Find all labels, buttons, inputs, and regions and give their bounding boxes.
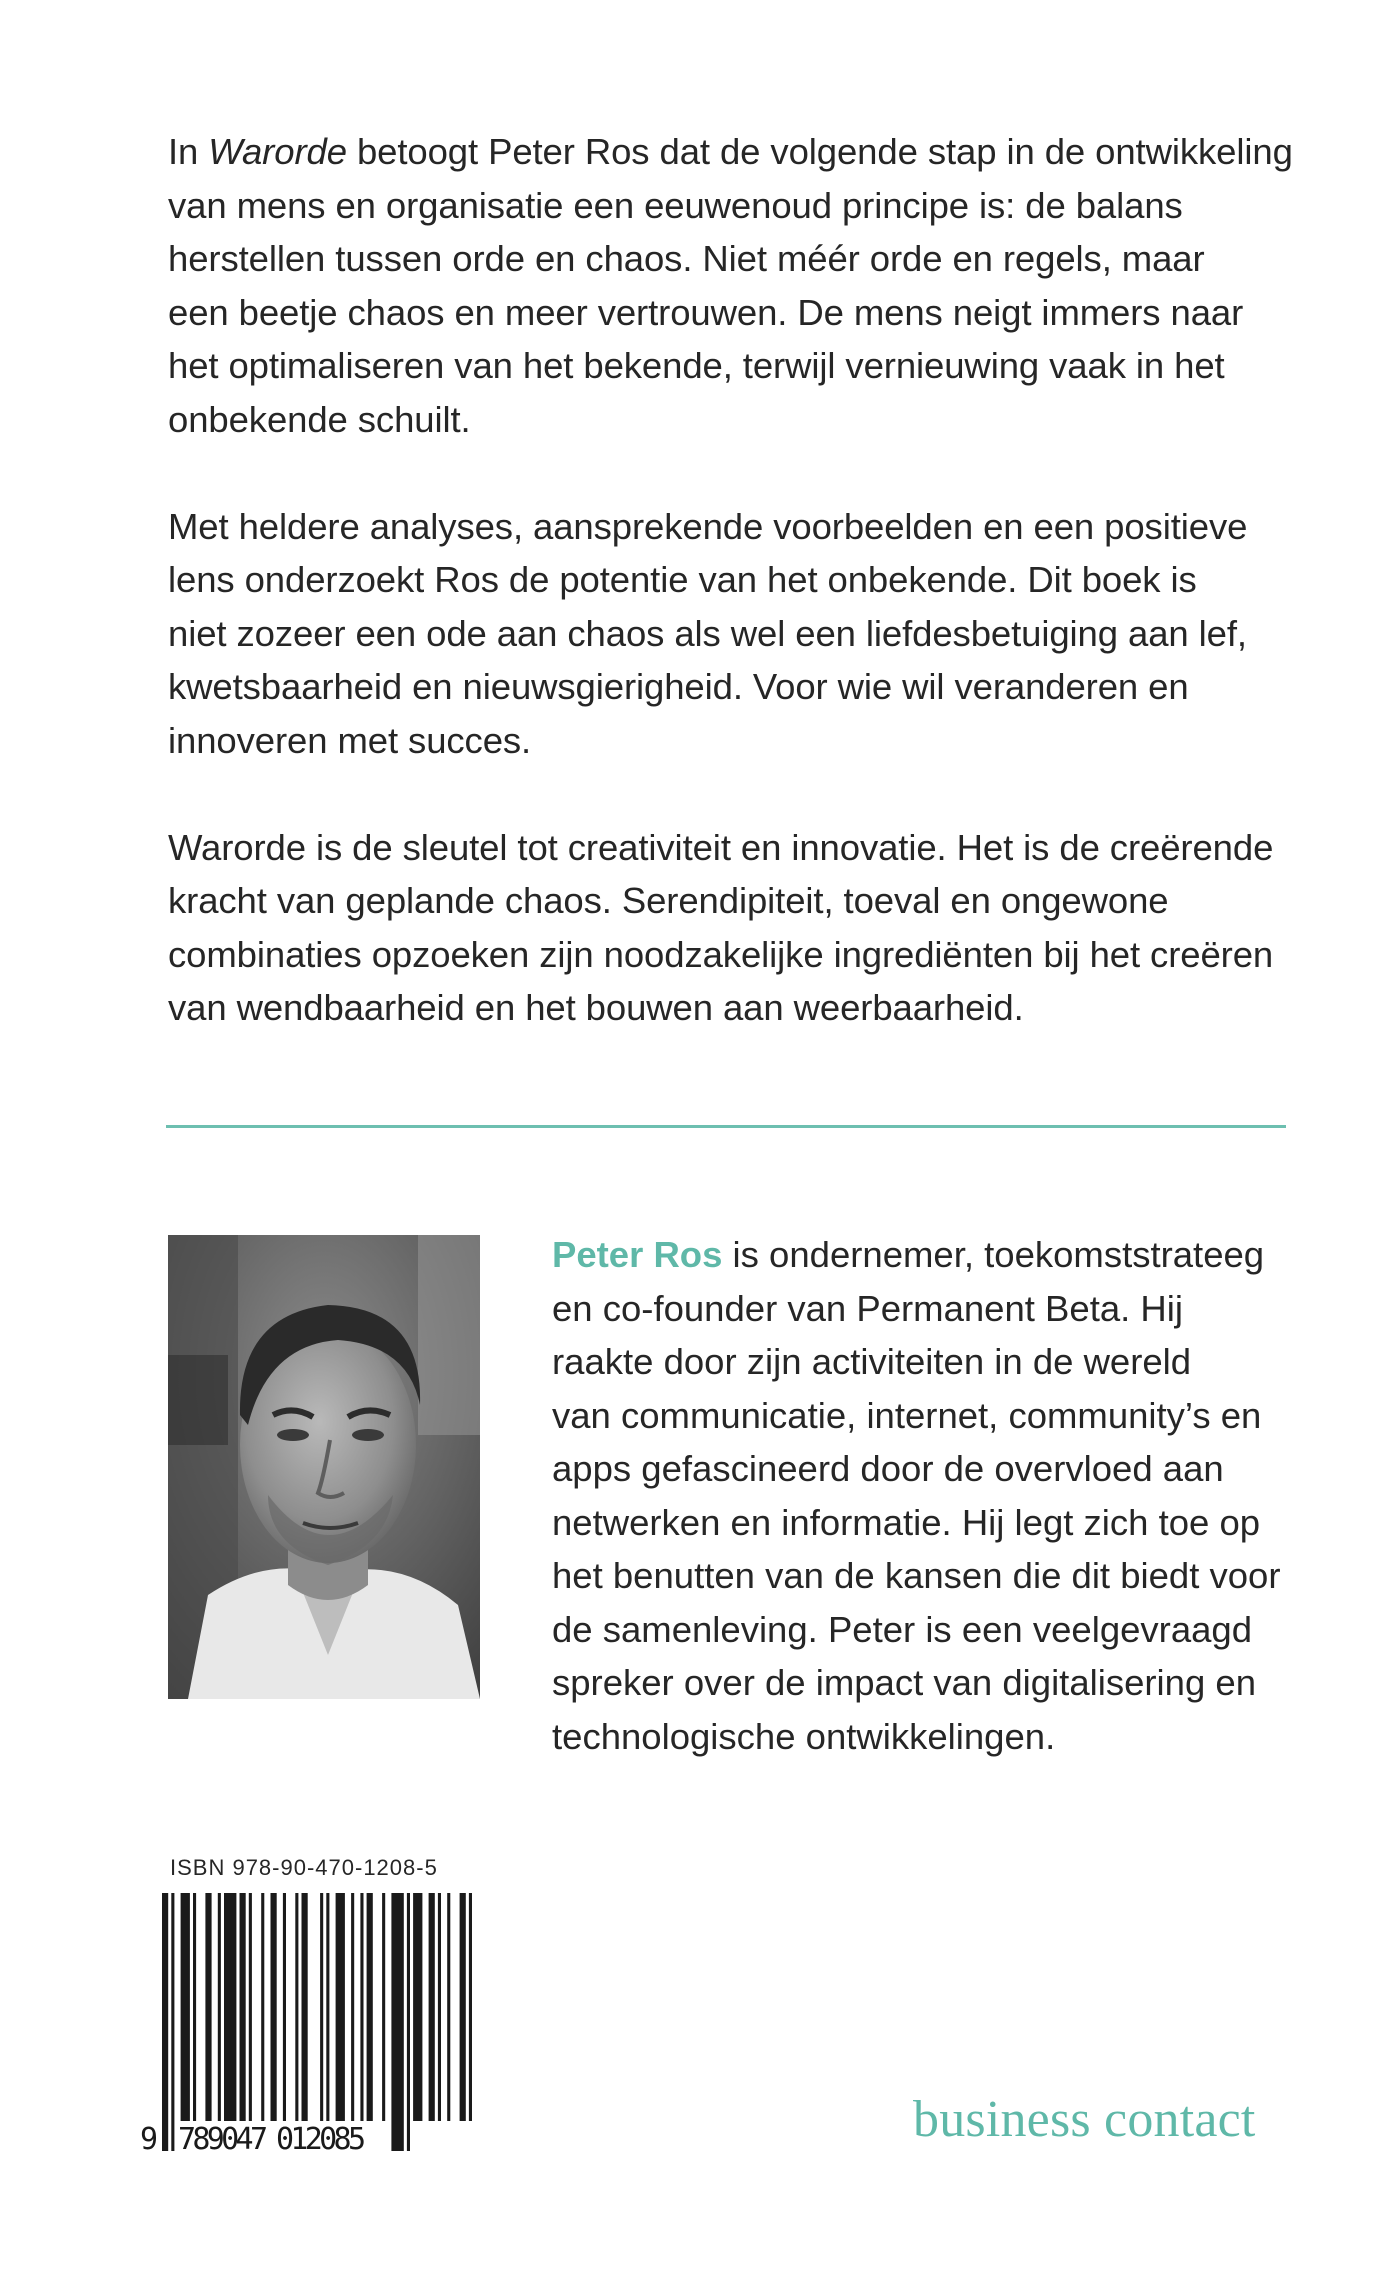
- barcode-bar: [407, 1893, 410, 2151]
- barcode-bar: [429, 1893, 435, 2121]
- barcode-bar: [336, 1893, 345, 2121]
- barcode-bar: [382, 1893, 385, 2121]
- blurb-line: combinaties opzoeken zijn noodzakelijke ingrediënten bij het creëren: [168, 933, 1274, 975]
- barcode-bar: [460, 1893, 466, 2121]
- barcode-bar: [218, 1893, 221, 2121]
- blurb-line: [168, 125, 1298, 179]
- bio-line: het benutten van de kansen die dit biedt voor: [552, 1555, 1281, 1596]
- blurb-line: lens onderzoekt Ros de potentie van het onbekende. Dit boek is: [168, 559, 1197, 600]
- bio-line: technologische ontwikkelingen.: [552, 1715, 1056, 1757]
- isbn-label: ISBN 978-90-470-1208-5: [170, 1855, 438, 1880]
- bio-line: raakte door zijn activiteiten in de wereld: [552, 1341, 1192, 1382]
- barcode-digits-left: 789047: [178, 2122, 268, 2151]
- barcode-bar: [249, 1893, 252, 2121]
- barcode-bar: [391, 1893, 403, 2151]
- blurb-paragraph-1: [168, 125, 1298, 446]
- blurb-line: van wendbaarheid en het bouwen aan weerbaarheid.: [168, 987, 1024, 1028]
- barcode-bar: [271, 1893, 277, 2121]
- barcode-bar: [171, 1893, 174, 2151]
- author-photo: [168, 1235, 480, 1699]
- blurb-line: onbekende schuilt.: [168, 398, 471, 440]
- barcode-bar: [181, 1893, 190, 2151]
- blurb-line: Met heldere analyses, aansprekende voorbeelden en een positieve: [168, 505, 1248, 547]
- barcode-bar: [283, 1893, 286, 2121]
- barcode-bar: [413, 1893, 422, 2121]
- barcode-bar: [447, 1893, 450, 2121]
- blurb-paragraph-3: [168, 821, 1298, 1035]
- barcode-bar: [261, 1893, 264, 2121]
- bio-line: spreker over de impact van digitalisering en: [552, 1662, 1256, 1703]
- author-bio: [552, 1228, 1312, 1763]
- barcode-bar: [205, 1893, 211, 2121]
- blurb-text: [168, 125, 1298, 1035]
- blurb-line: innoveren met succes.: [168, 719, 532, 761]
- barcode-bar: [469, 1893, 472, 2121]
- blurb-text-span: betoogt Peter Ros dat de volgende stap in de ontwikkeling: [346, 131, 1293, 172]
- section-divider: [166, 1125, 1286, 1128]
- barcode-bar: [295, 1893, 298, 2121]
- blurb-line: kracht van geplande chaos. Serendipiteit, toeval en ongewone: [168, 880, 1169, 921]
- bio-line: van communicatie, internet, community’s en: [552, 1394, 1262, 1436]
- barcode-bar: [351, 1893, 354, 2121]
- blurb-line: niet zozeer een ode aan chaos als wel een liefdesbetuiging aan lef,: [168, 612, 1247, 654]
- author-portrait-image: [168, 1235, 480, 1699]
- blurb-paragraph-2: [168, 500, 1298, 768]
- book-title-italic: Warorde: [208, 131, 347, 172]
- bio-line: en co-founder van Permanent Beta. Hij: [552, 1287, 1183, 1329]
- barcode-bar: [438, 1893, 441, 2121]
- bio-line: [552, 1228, 1312, 1282]
- blurb-line: van mens en organisatie een eeuwenoud principe is: de balans: [168, 184, 1183, 226]
- barcode-digits-right: 012085: [276, 2122, 366, 2151]
- blurb-text-span: In: [168, 131, 209, 172]
- bio-text-span: is ondernemer, toekomststrateeg: [722, 1234, 1265, 1275]
- barcode-bar: [360, 1893, 363, 2121]
- barcode-bar: [320, 1893, 323, 2121]
- bio-line: netwerken en informatie. Hij legt zich toe op: [552, 1501, 1261, 1543]
- barcode-bar: [193, 1893, 196, 2121]
- bio-line: de samenleving. Peter is een veelgevraagd: [552, 1608, 1253, 1650]
- barcode-bar: [224, 1893, 236, 2121]
- barcode-bar: [302, 1893, 308, 2121]
- blurb-line: herstellen tussen orde en chaos. Niet méér orde en regels, maar: [168, 238, 1205, 279]
- barcode: [140, 1893, 485, 2151]
- bio-line: apps gefascineerd door de overvloed aan: [552, 1448, 1224, 1489]
- barcode-bar: [240, 1893, 246, 2121]
- blurb-line: kwetsbaarheid en nieuwsgierigheid. Voor wie wil veranderen en: [168, 666, 1189, 707]
- blurb-line: een beetje chaos en meer vertrouwen. De mens neigt immers naar: [168, 291, 1244, 333]
- barcode-digit-first: 9: [140, 2122, 159, 2151]
- author-name: Peter Ros: [552, 1234, 723, 1275]
- barcode-bar: [162, 1893, 168, 2151]
- blurb-line: Warorde is de sleutel tot creativiteit en innovatie. Het is de creërende: [168, 826, 1274, 868]
- barcode-bar: [326, 1893, 329, 2121]
- barcode-bars: [162, 1893, 472, 2151]
- blurb-line: het optimaliseren van het bekende, terwijl vernieuwing vaak in het: [168, 345, 1225, 386]
- barcode-bar: [367, 1893, 373, 2121]
- publisher-logo: business contact: [913, 2091, 1256, 2148]
